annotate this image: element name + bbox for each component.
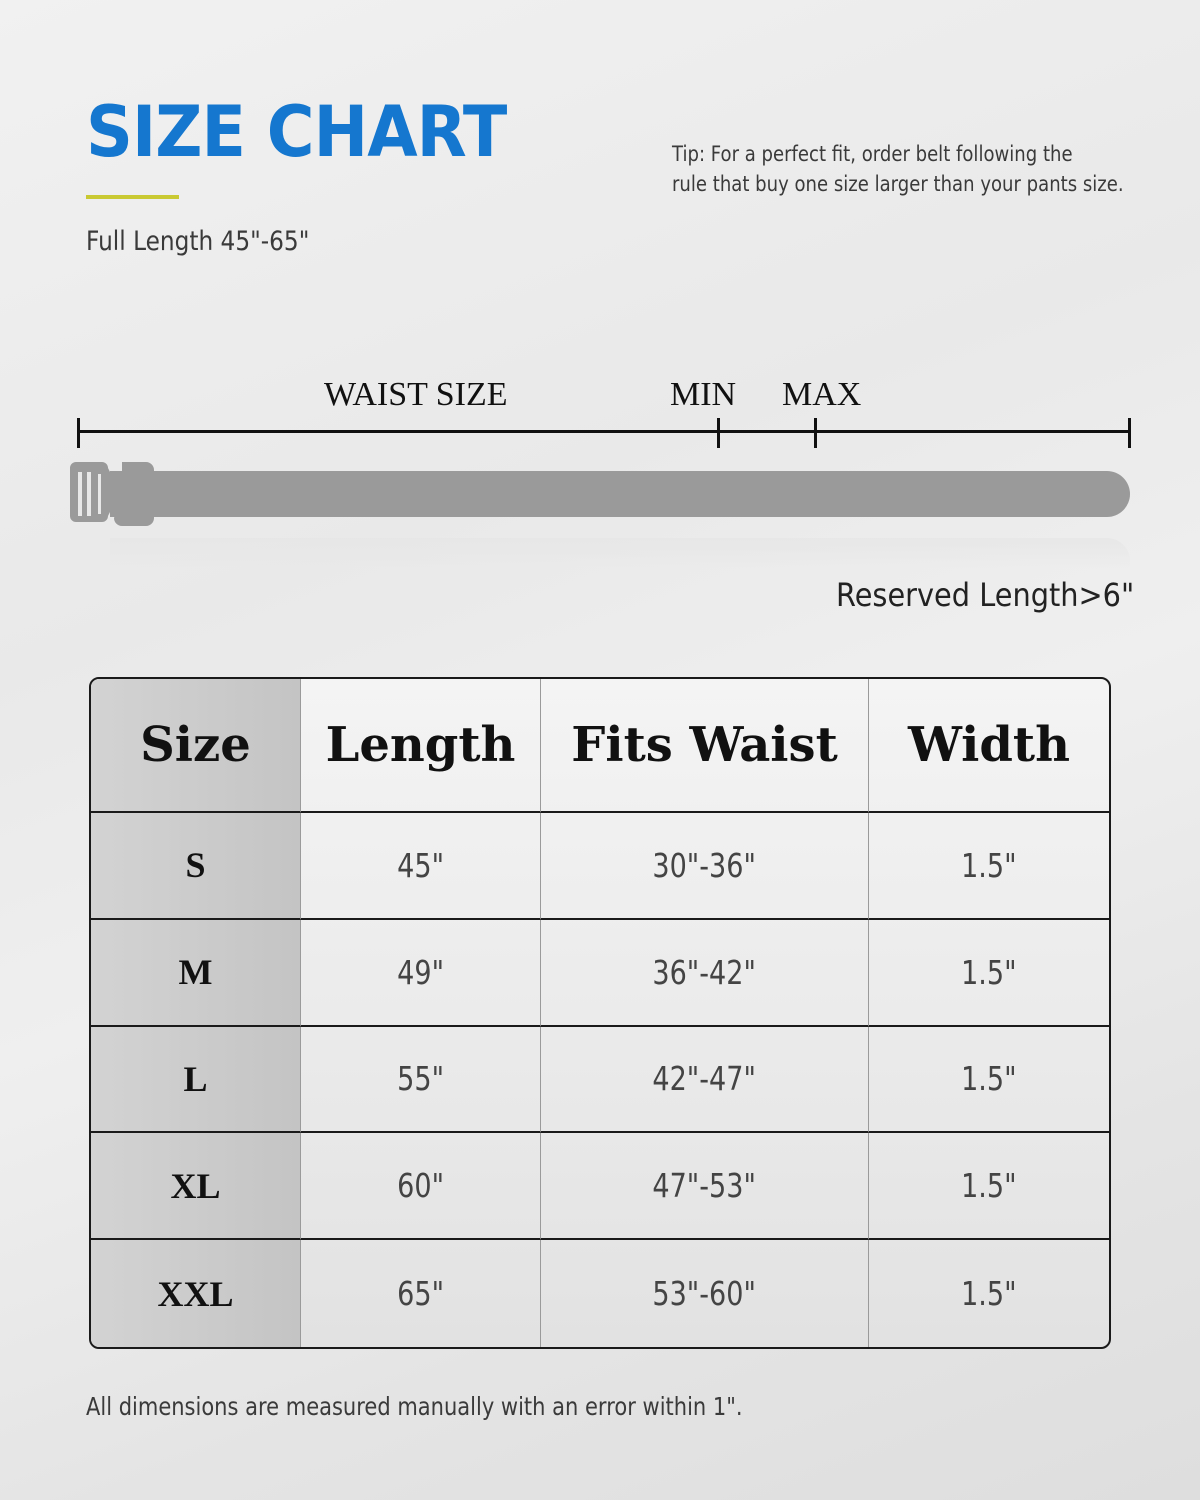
- header-length: Length: [301, 679, 541, 813]
- width-cell: 1.5": [961, 1274, 1017, 1314]
- ruler-start-tick: [77, 418, 80, 448]
- length-cell: 45": [301, 813, 541, 920]
- width-cell: 1.5": [869, 813, 1109, 920]
- fits-waist-cell: 36"-42": [541, 920, 869, 1027]
- length-cell: 49": [301, 920, 541, 1027]
- length-cell: 55": [301, 1027, 541, 1134]
- size-cell: M: [91, 920, 301, 1027]
- accent-divider: [86, 195, 179, 199]
- waist-size-label: WAIST SIZE: [324, 376, 508, 413]
- fits-waist-cell: 47"-53": [541, 1133, 869, 1240]
- length-cell: 60": [301, 1133, 541, 1240]
- fit-tip-line-2: rule that buy one size larger than your pants size.: [672, 172, 1124, 196]
- fits-waist-cell: 30"-36": [541, 813, 869, 920]
- measurement-footnote: All dimensions are measured manually with an error within 1".: [86, 1392, 743, 1421]
- min-tick: [717, 418, 720, 448]
- width-cell: 1.5": [869, 1027, 1109, 1134]
- size-table: [89, 677, 1111, 1349]
- measurement-ruler: [78, 430, 1130, 433]
- header-size: Size: [91, 679, 301, 813]
- width-cell: 1.5": [869, 920, 1109, 1027]
- page-title: SIZE CHART: [86, 91, 507, 173]
- width-cell: 1.5": [869, 1133, 1109, 1240]
- header-fits-waist: Fits Waist: [541, 679, 869, 813]
- max-label: MAX: [782, 376, 862, 413]
- min-label: MIN: [670, 376, 737, 413]
- belt-strap: [110, 471, 1130, 517]
- fit-tip-line-1: Tip: For a perfect fit, order belt following the: [672, 142, 1073, 166]
- length-cell: 65": [301, 1240, 541, 1347]
- size-cell: L: [91, 1027, 301, 1134]
- reserved-length-label: Reserved Length>6": [836, 576, 1135, 614]
- full-length-label: Full Length 45"-65": [86, 226, 310, 257]
- fits-waist-cell: 53"-60": [541, 1240, 869, 1347]
- size-cell: XL: [91, 1133, 301, 1240]
- size-cell: S: [91, 813, 301, 920]
- header-width: Width: [869, 679, 1109, 813]
- max-tick: [814, 418, 817, 448]
- belt-reflection: [110, 538, 1130, 568]
- fits-waist-cell: 42"-47": [541, 1027, 869, 1134]
- size-cell: XXL: [91, 1240, 301, 1347]
- fit-tip: [672, 139, 1124, 199]
- ruler-end-tick: [1128, 418, 1131, 448]
